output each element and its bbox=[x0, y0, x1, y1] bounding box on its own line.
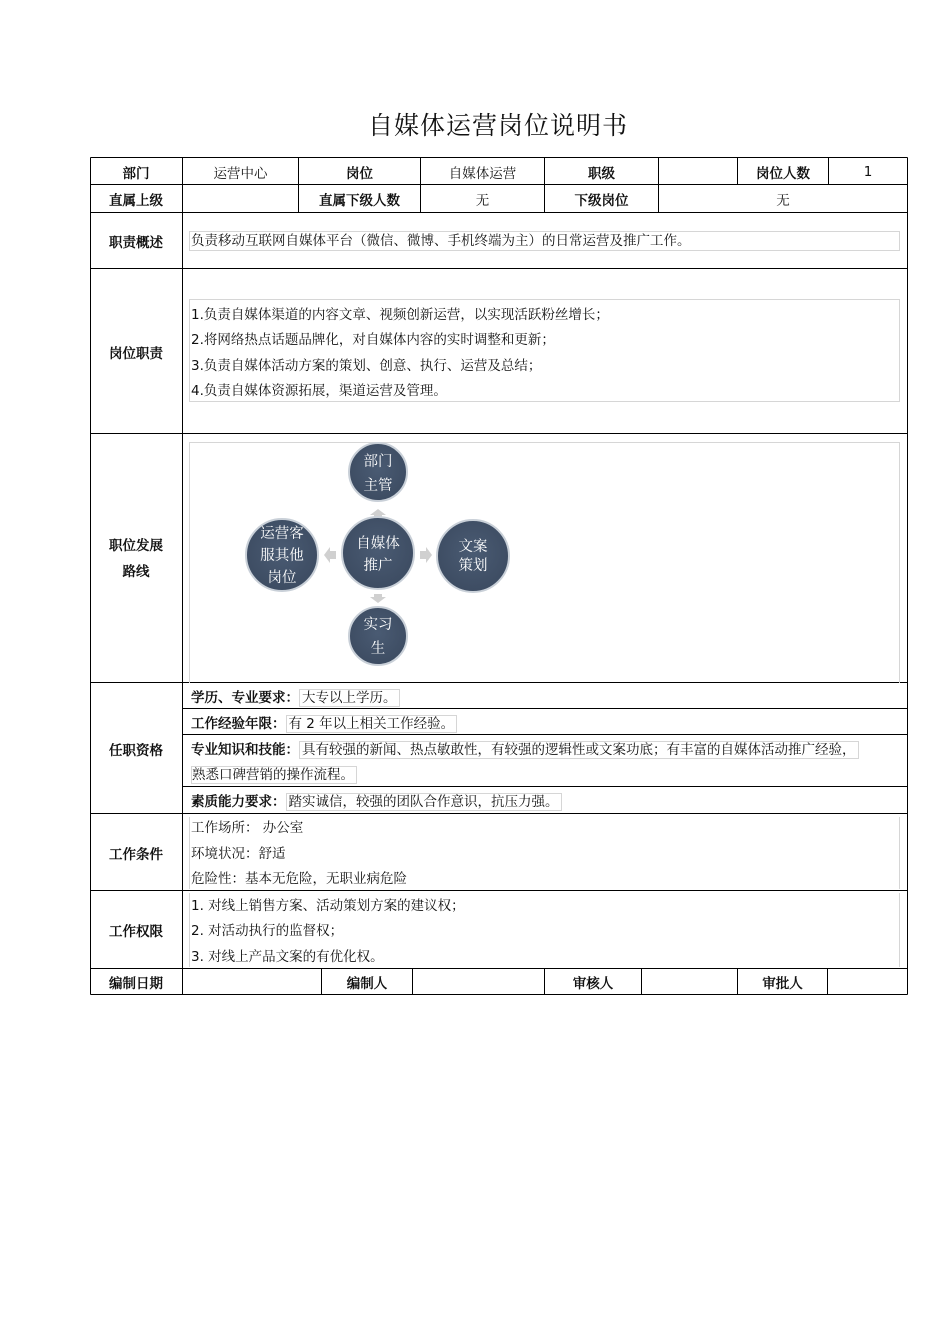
node-top-text-1: 部门 bbox=[363, 454, 393, 470]
node-right-text-2: 策划 bbox=[458, 558, 488, 574]
approver-value bbox=[828, 969, 907, 994]
quality-label: 素质能力要求： bbox=[191, 794, 286, 810]
summary-text: 负责移动互联网自媒体平台（微信、微博、手机终端为主）的日常运营及推广工作。 bbox=[191, 233, 691, 249]
duty-item: 3.负责自媒体活动方案的策划、创意、执行、运营及总结； bbox=[191, 358, 542, 374]
node-left-text-1: 运营客 bbox=[260, 526, 304, 542]
quality-value: 踏实诚信，较强的团队合作意识，抗压力强。 bbox=[286, 793, 562, 811]
grade-label: 职级 bbox=[588, 165, 615, 182]
dept-value: 运营中心 bbox=[213, 165, 268, 182]
experience-label: 工作经验年限： bbox=[191, 716, 286, 732]
summary-label: 职责概述 bbox=[109, 235, 163, 251]
date-value bbox=[183, 969, 321, 994]
date-label: 编制日期 bbox=[109, 975, 163, 992]
condition-item: 环境状况：舒适 bbox=[191, 846, 286, 862]
experience-value: 有 2 年以上相关工作经验。 bbox=[286, 715, 458, 733]
node-bottom-text-1: 实习 bbox=[363, 617, 393, 633]
position-label: 岗位 bbox=[346, 165, 373, 182]
career-path-label-line2: 路线 bbox=[122, 563, 150, 580]
condition-item: 工作场所： 办公室 bbox=[191, 820, 304, 836]
headcount-value: 1 bbox=[863, 163, 873, 180]
duty-item: 1.负责自媒体渠道的内容文章、视频创新运营，以实现活跃粉丝增长； bbox=[191, 307, 609, 323]
duties-label: 岗位职责 bbox=[109, 345, 163, 362]
authority-item: 1. 对线上销售方案、活动策划方案的建议权； bbox=[191, 898, 465, 914]
dept-label: 部门 bbox=[122, 165, 150, 182]
authority-item: 2. 对活动执行的监督权； bbox=[191, 923, 344, 939]
headcount-label: 岗位人数 bbox=[756, 165, 810, 182]
education-label: 学历、专业要求： bbox=[191, 690, 299, 706]
arrow-left-icon bbox=[324, 547, 336, 563]
superior-label: 直属上级 bbox=[109, 193, 163, 209]
subordinate-count-label: 直属下级人数 bbox=[319, 193, 400, 209]
node-center-text-1: 自媒体 bbox=[356, 536, 400, 552]
subordinate-pos-label: 下级岗位 bbox=[574, 193, 629, 209]
skills-value-line1: 具有较强的新闻、热点敏敢性，有较强的逻辑性或文案功底；有丰富的自媒体活动推广经验， bbox=[299, 741, 859, 759]
node-center-text-2: 推广 bbox=[363, 558, 393, 574]
document-title: 自媒体运营岗位说明书 bbox=[367, 111, 628, 140]
reviewer-value bbox=[642, 969, 737, 994]
node-right bbox=[437, 520, 509, 592]
authority-item: 3. 对线上产品文案的有优化权。 bbox=[191, 949, 384, 965]
subordinate-pos-value: 无 bbox=[776, 193, 790, 209]
education-row bbox=[191, 689, 400, 707]
node-bottom-text-2: 生 bbox=[370, 641, 386, 657]
education-value: 大专以上学历。 bbox=[299, 689, 400, 707]
condition-item: 危险性：基本无危险，无职业病危险 bbox=[191, 871, 407, 887]
author-label: 编制人 bbox=[346, 975, 388, 992]
author-value bbox=[413, 969, 544, 994]
arrow-right-icon bbox=[420, 547, 432, 563]
duty-item: 4.负责自媒体资源拓展，渠道运营及管理。 bbox=[191, 383, 447, 399]
skills-row-continued bbox=[191, 766, 357, 784]
reviewer-label: 审核人 bbox=[572, 975, 614, 992]
job-description-table bbox=[90, 157, 908, 995]
career-path-label-line1: 职位发展 bbox=[109, 537, 163, 554]
node-left-text-3: 岗位 bbox=[267, 570, 297, 586]
duty-item: 2.将网络热点话题品牌化，对自媒体内容的实时调整和更新； bbox=[191, 332, 555, 348]
qualifications-label: 任职资格 bbox=[109, 742, 163, 759]
experience-row bbox=[191, 715, 457, 733]
skills-label: 专业知识和技能： bbox=[191, 742, 299, 758]
node-left-text-2: 服其他 bbox=[260, 548, 304, 564]
node-center bbox=[342, 517, 414, 589]
skills-row bbox=[191, 741, 859, 759]
skills-value-line2: 熟悉口碑营销的操作流程。 bbox=[191, 766, 357, 784]
subordinate-count-value: 无 bbox=[475, 193, 490, 209]
authority-label: 工作权限 bbox=[109, 924, 163, 940]
quality-row bbox=[191, 793, 562, 811]
arrow-down-icon bbox=[370, 594, 386, 603]
node-top-text-2: 主管 bbox=[363, 478, 393, 494]
approver-label: 审批人 bbox=[762, 975, 803, 992]
conditions-label: 工作条件 bbox=[109, 846, 163, 863]
node-right-text-1: 文案 bbox=[458, 539, 488, 555]
position-value: 自媒体运营 bbox=[448, 165, 517, 182]
